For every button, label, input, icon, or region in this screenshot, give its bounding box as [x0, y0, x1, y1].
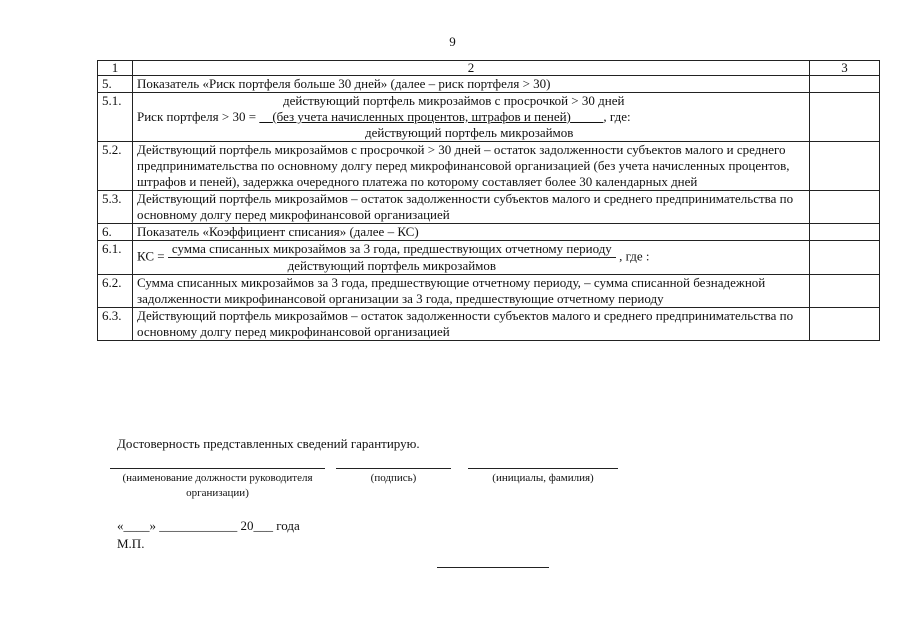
row-number: 6.1.: [98, 241, 133, 275]
row-number: 5.3.: [98, 191, 133, 224]
formula-line: [137, 109, 805, 125]
row-number: 6.3.: [98, 308, 133, 341]
header-col-3: 3: [810, 61, 880, 76]
header-col-2: 2: [133, 61, 810, 76]
table-header-row: [98, 61, 880, 76]
row-value: [810, 142, 880, 191]
table-row: [98, 224, 880, 241]
row-number: 6.: [98, 224, 133, 241]
signature-caption: (подпись): [370, 472, 417, 484]
table-row: [98, 76, 880, 93]
position-line: [110, 468, 325, 469]
guarantee-statement: Достоверность представленных сведений гарантирую.: [117, 436, 420, 451]
ks-denominator: действующий портфель микрозаймов: [287, 258, 497, 273]
row-number: 5.: [98, 76, 133, 93]
signature-line: [336, 468, 451, 469]
formula-numerator: действующий портфель микрозаймов с просрочкой > 30 дней: [283, 93, 625, 108]
table-row: [98, 308, 880, 341]
ks-fraction: [168, 241, 616, 274]
formula-note: [259, 109, 603, 124]
row-number: 5.2.: [98, 142, 133, 191]
table-row: [98, 241, 880, 275]
ks-formula: [133, 241, 810, 275]
indicators-table: [97, 60, 880, 341]
position-caption: (наименование должности руководителя организации): [122, 472, 313, 499]
table-row: [98, 142, 880, 191]
ks-numerator: сумма списанных микрозаймов за 3 года, предшествующих отчетному периоду: [168, 241, 616, 258]
date-line: «____» ____________ 20___ года: [117, 518, 300, 533]
row-number: 6.2.: [98, 275, 133, 308]
row-text: Показатель «Риск портфеля больше 30 дней» (далее – риск портфеля > 30): [133, 76, 810, 93]
row-text: Действующий портфель микрозаймов – остаток задолженности субъектов малого и среднего предпринимательства по основному долгу перед микрофинансовой организацией: [133, 191, 810, 224]
table-row: [98, 275, 880, 308]
formula-lhs: Риск портфеля > 30 =: [137, 109, 257, 124]
table-row: [98, 93, 880, 142]
formula-note-text: (без учета начисленных процентов, штрафов и пеней): [272, 109, 571, 124]
bottom-line: [437, 567, 549, 568]
page-number: 9: [449, 34, 456, 49]
row-text: Действующий портфель микрозаймов с просрочкой > 30 дней – остаток задолженности субъектов малого и среднего предпринимательства по основному долгу перед микрофинансовой организацией (без учета начисленных процентов, штрафов и пеней), задержка очередного платежа по которому составляет более 30 календарных дней: [133, 142, 810, 191]
stamp-mark: М.П.: [117, 536, 145, 551]
formula-lhs: КС =: [137, 248, 165, 264]
row-value: [810, 224, 880, 241]
row-value: [810, 241, 880, 275]
row-value: [810, 191, 880, 224]
row-text: Показатель «Коэффициент списания» (далее – КС): [133, 224, 810, 241]
name-line: [468, 468, 618, 469]
formula-tail: , где:: [603, 109, 631, 124]
row-value: [810, 93, 880, 142]
row-text: Сумма списанных микрозаймов за 3 года, предшествующие отчетному периоду, – сумма списанной безнадежной задолженности микрофинансовой организации за 3 года, предшествующие отчетному периоду: [133, 275, 810, 308]
formula-denominator: действующий портфель микрозаймов: [365, 125, 574, 140]
risk-formula: [133, 93, 810, 142]
table-row: [98, 191, 880, 224]
row-value: [810, 275, 880, 308]
row-value: [810, 76, 880, 93]
row-text: Действующий портфель микрозаймов – остаток задолженности субъектов малого и среднего предпринимательства по основному долгу перед микрофинансовой организацией: [133, 308, 810, 341]
formula-tail: , где :: [619, 248, 650, 264]
name-caption: (инициалы, фамилия): [492, 472, 594, 484]
row-number: 5.1.: [98, 93, 133, 142]
header-col-1: 1: [98, 61, 133, 76]
row-value: [810, 308, 880, 341]
